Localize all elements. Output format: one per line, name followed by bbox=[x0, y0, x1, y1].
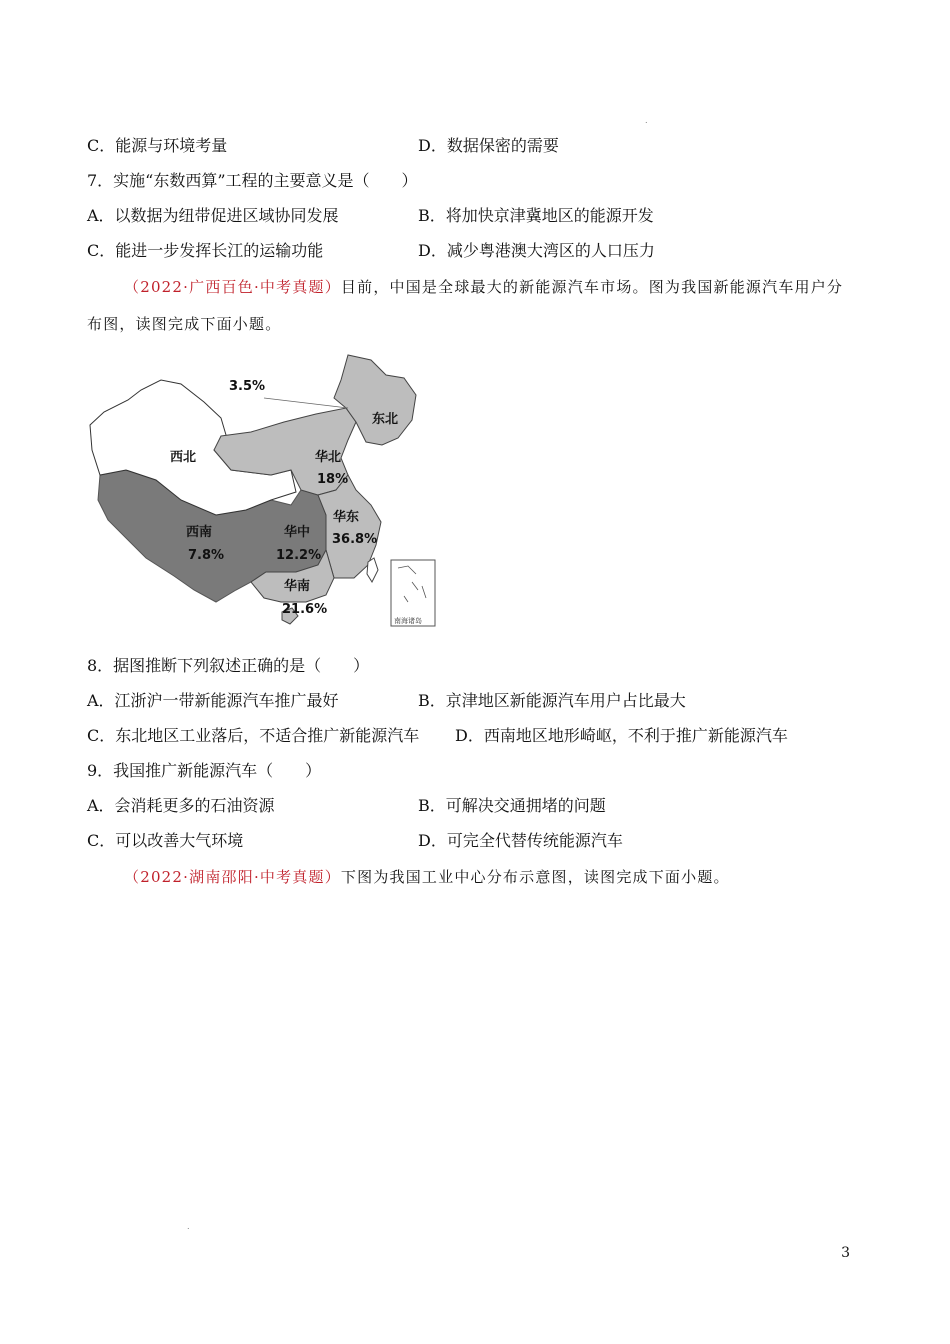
intro-1 bbox=[124, 276, 843, 298]
label-southwest-pct: 7.8% bbox=[188, 548, 225, 563]
label-east-pct: 36.8% bbox=[332, 532, 378, 547]
taiwan-island bbox=[367, 558, 378, 582]
intro-1-text: 目前，中国是全球最大的新能源汽车市场。图为我国新能源汽车用户分 bbox=[340, 278, 844, 296]
q7-option-d: D．减少粤港澳大湾区的人口压力 bbox=[418, 241, 655, 260]
label-central-pct: 12.2% bbox=[276, 548, 322, 563]
q7-option-a: A．以数据为纽带促进区域协同发展 bbox=[87, 206, 339, 225]
q6-option-d: D．数据保密的需要 bbox=[418, 136, 559, 155]
label-northwest: 西北 bbox=[170, 450, 197, 465]
page-number: 3 bbox=[841, 1245, 850, 1261]
q9-option-a: A．会消耗更多的石油资源 bbox=[87, 796, 275, 815]
intro-2-source: （2022·湖南邵阳·中考真题） bbox=[124, 868, 341, 886]
label-south-pct: 21.6% bbox=[282, 602, 328, 617]
label-east: 华东 bbox=[333, 510, 360, 525]
q6-option-c: C．能源与环境考量 bbox=[87, 136, 228, 155]
q8-option-c: C．东北地区工业落后，不适合推广新能源汽车 bbox=[87, 726, 420, 745]
china-ev-user-distribution-map bbox=[86, 350, 446, 632]
q8-stem: 8．据图推断下列叙述正确的是（ ） bbox=[87, 656, 370, 675]
label-north-pct: 18% bbox=[317, 472, 349, 487]
label-southwest: 西南 bbox=[186, 525, 213, 540]
intro-1-source: （2022·广西百色·中考真题） bbox=[124, 278, 341, 296]
label-inset: 南海诸岛 bbox=[394, 617, 422, 625]
q9-option-c: C．可以改善大气环境 bbox=[87, 831, 244, 850]
stray-dot-bottom: . bbox=[187, 1222, 190, 1231]
q9-option-d: D．可完全代替传统能源汽车 bbox=[418, 831, 623, 850]
q8-option-d: D．西南地区地形崎岖，不利于推广新能源汽车 bbox=[455, 726, 788, 745]
intro-2-text: 下图为我国工业中心分布示意图，读图完成下面小题。 bbox=[340, 868, 730, 886]
stray-dot: . bbox=[645, 116, 648, 125]
q7-stem: 7．实施“东数西算”工程的主要意义是（ ） bbox=[87, 171, 418, 190]
q8-option-b: B．京津地区新能源汽车用户占比最大 bbox=[418, 691, 686, 710]
label-north: 华北 bbox=[315, 450, 342, 465]
q7-option-c: C．能进一步发挥长江的运输功能 bbox=[87, 241, 324, 260]
intro-1-continued: 布图，读图完成下面小题。 bbox=[87, 315, 282, 333]
label-northeast: 东北 bbox=[372, 412, 399, 427]
q9-option-b: B．可解决交通拥堵的问题 bbox=[418, 796, 606, 815]
label-south: 华南 bbox=[284, 579, 311, 594]
label-northwest-pct: 3.5% bbox=[229, 379, 266, 394]
label-central: 华中 bbox=[284, 525, 311, 540]
intro-2 bbox=[124, 866, 730, 888]
q8-option-a: A．江浙沪一带新能源汽车推广最好 bbox=[87, 691, 339, 710]
q7-option-b: B．将加快京津冀地区的能源开发 bbox=[418, 206, 654, 225]
q9-stem: 9．我国推广新能源汽车（ ） bbox=[87, 761, 322, 780]
